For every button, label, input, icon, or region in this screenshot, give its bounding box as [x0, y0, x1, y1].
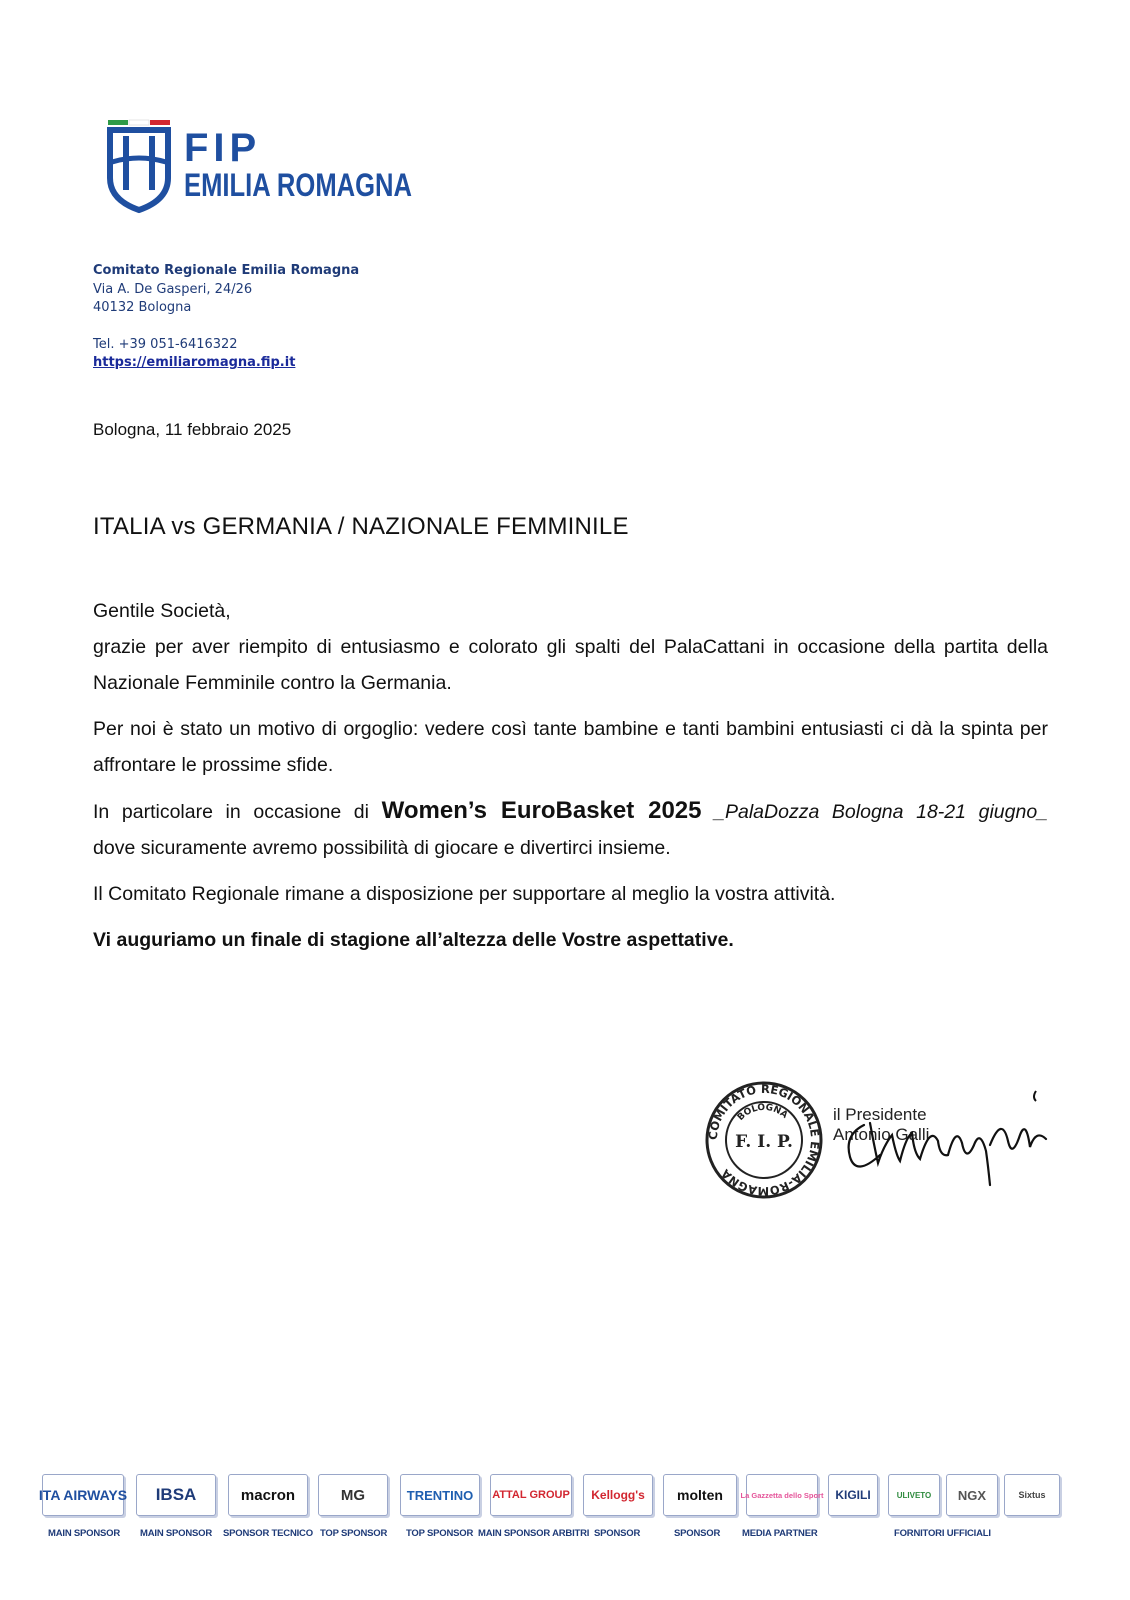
- sponsor-caption: FORNITORI UFFICIALI: [894, 1528, 991, 1539]
- letter-date: Bologna, 11 febbraio 2025: [93, 420, 292, 439]
- city-address: 40132 Bologna: [93, 300, 192, 315]
- sponsor-logo-ibsa: IBSA: [136, 1474, 216, 1516]
- sponsor-logo-sixtus: Sixtus: [1004, 1474, 1060, 1516]
- sponsor-caption: MAIN SPONSOR ARBITRI: [478, 1528, 590, 1539]
- sponsor-caption: SPONSOR: [594, 1528, 641, 1539]
- sponsor-logo-ngx: NGX: [946, 1474, 998, 1516]
- paragraph-support: Il Comitato Regionale rimane a disposizione per supportare al meglio la vostra attività.: [93, 883, 836, 905]
- event-venue: _PalaDozza Bologna 18-21 giugno_: [714, 801, 1049, 823]
- fip-emblem-icon: [106, 118, 172, 214]
- sponsor-caption: SPONSOR: [674, 1528, 721, 1539]
- fip-logo: [106, 118, 413, 214]
- signatory-name: Antonio Galli: [833, 1125, 930, 1144]
- event-name: Women’s EuroBasket 2025: [381, 797, 702, 824]
- paragraph-event-rest: dove sicuramente avremo possibilità di giocare e divertirci insieme.: [93, 837, 671, 859]
- sponsor-logo-trentino: TRENTINO: [400, 1474, 480, 1516]
- paragraph-event: [93, 793, 1048, 830]
- sponsor-bar: [38, 1474, 1092, 1544]
- sponsor-caption: TOP SPONSOR: [320, 1528, 388, 1539]
- phone-number: Tel. +39 051-6416322: [93, 336, 238, 352]
- handwritten-signature: [840, 1085, 1060, 1195]
- greeting: Gentile Società,: [93, 600, 231, 622]
- stamp-city-text: BOLOGNA: [735, 1102, 790, 1123]
- sponsor-logo-kigili: KIGILI: [828, 1474, 878, 1516]
- signatory-role: il Presidente: [833, 1105, 927, 1124]
- letter-body: [93, 593, 1048, 968]
- paragraph-thanks: grazie per aver riempito di entusiasmo e colorato gli spalti del PalaCattani in occasione della partita della Nazionale Femminile contro la Germania.: [93, 636, 1048, 694]
- sponsor-logo-la-gazzetta-dello-sport: La Gazzetta dello Sport: [746, 1474, 818, 1516]
- event-intro: In particolare in occasione di: [93, 801, 369, 823]
- letterhead-address: [93, 262, 359, 373]
- sponsor-logo-macron: macron: [228, 1474, 308, 1516]
- logo-fip-text: FIP: [184, 126, 262, 170]
- sponsor-caption: MAIN SPONSOR: [48, 1528, 121, 1539]
- logo-region-text: EMILIA ROMAGNA: [184, 167, 413, 203]
- stamp-outer-text: COMITATO REGIONALE EMILIA-ROMAGNA: [705, 1081, 823, 1199]
- letter-title: ITALIA vs GERMANIA / NAZIONALE FEMMINILE: [93, 513, 629, 540]
- sponsor-caption: TOP SPONSOR: [406, 1528, 474, 1539]
- stamp-center-text: F. I. P.: [735, 1132, 793, 1152]
- sponsor-logo-molten: molten: [663, 1474, 737, 1516]
- sponsor-logo-kellogg-s: Kellogg's: [583, 1474, 653, 1516]
- sponsor-logo-uliveto: ULIVETO: [888, 1474, 940, 1516]
- sponsor-caption: MAIN SPONSOR: [140, 1528, 213, 1539]
- street-address: Via A. De Gasperi, 24/26: [93, 281, 253, 297]
- sponsor-logo-ita-airways: ITA AIRWAYS: [42, 1474, 124, 1516]
- official-stamp: [704, 1080, 824, 1200]
- closing-line: Vi auguriamo un finale di stagione all’altezza delle Vostre aspettative.: [93, 929, 734, 951]
- paragraph-pride: Per noi è stato un motivo di orgoglio: vedere così tante bambine e tanti bambini entusiasti ci dà la spinta per affrontare le prossime sfide.: [93, 718, 1048, 776]
- sponsor-logo-attal-group: ATTAL GROUP: [490, 1474, 572, 1516]
- sponsor-caption: SPONSOR TECNICO: [223, 1528, 313, 1539]
- organization-name: Comitato Regionale Emilia Romagna: [93, 263, 360, 278]
- sponsor-caption: MEDIA PARTNER: [742, 1528, 818, 1539]
- sponsor-logo-mg: MG: [318, 1474, 388, 1516]
- website-link[interactable]: https://emiliaromagna.fip.it: [93, 355, 296, 370]
